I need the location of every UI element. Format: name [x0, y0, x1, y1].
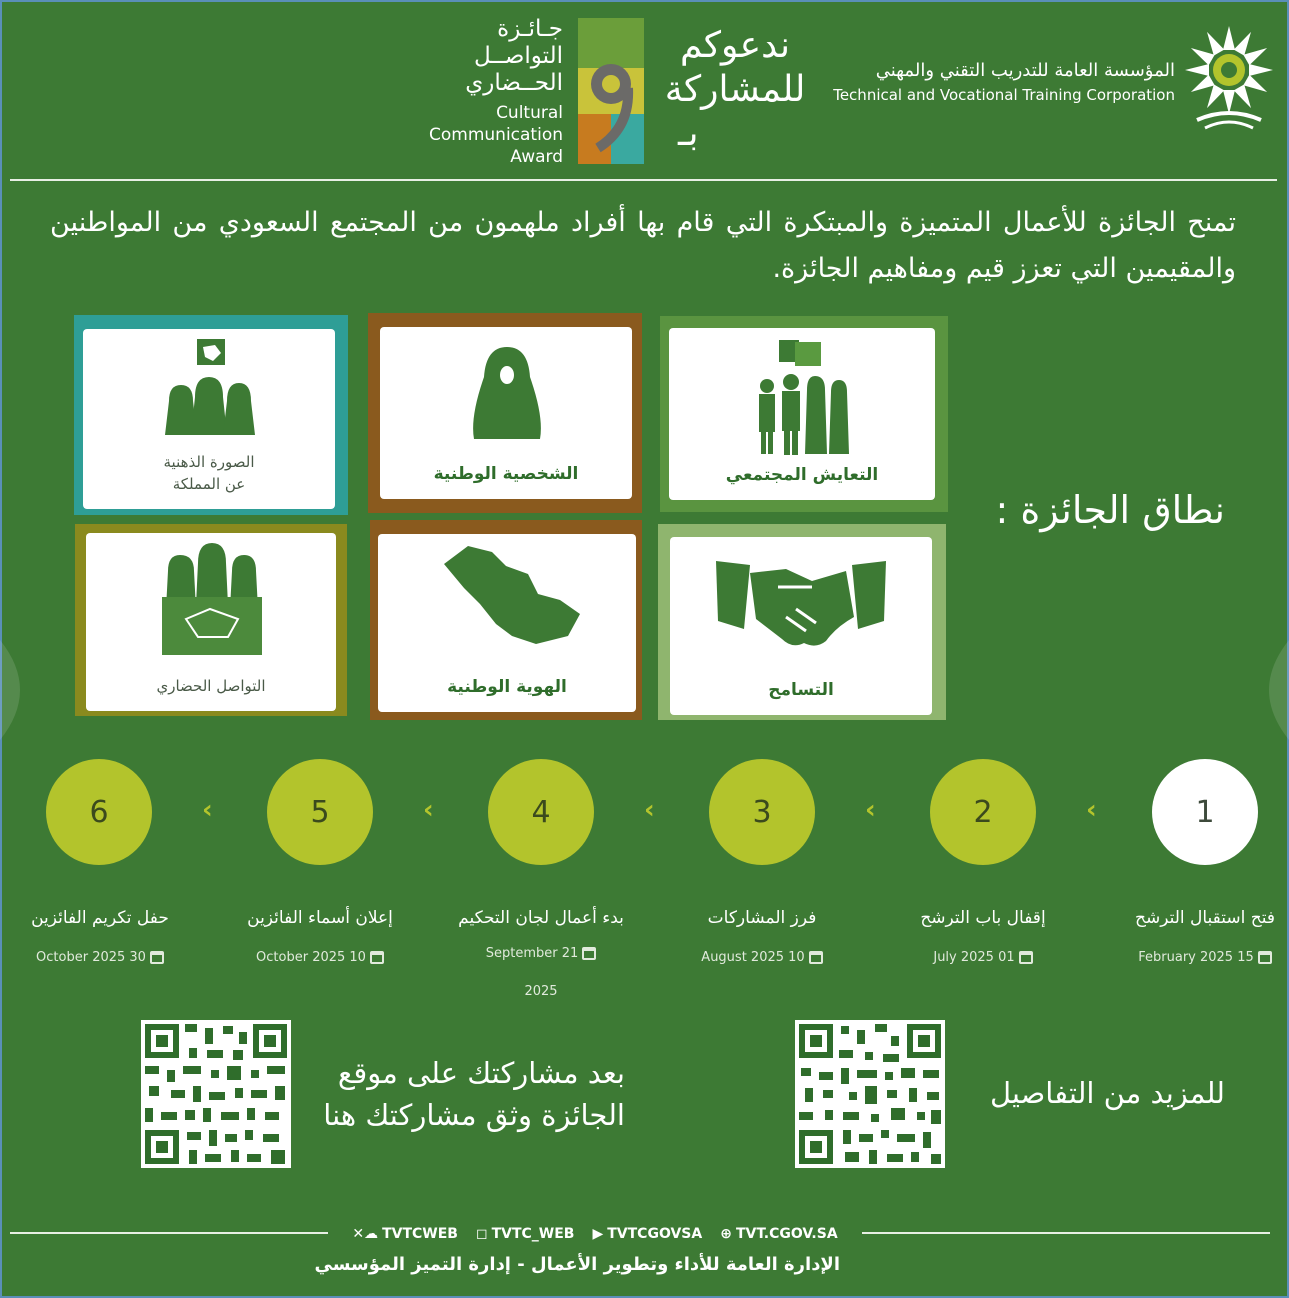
- youtube-icon: ▶: [592, 1226, 604, 1242]
- card-label: الصورة الذهنية: [163, 453, 255, 471]
- calendar-icon: [150, 951, 164, 964]
- date-text: September 21: [485, 946, 579, 961]
- scope-card-tolerance: [658, 524, 946, 720]
- award-logo-icon: [578, 18, 644, 164]
- invite-line: للمشاركة: [664, 69, 806, 110]
- timeline-step-3: 3: [709, 759, 815, 865]
- timeline-label: بدء أعمال لجان التحكيم: [458, 908, 624, 928]
- timeline-step-5: 5: [267, 759, 373, 865]
- timeline-year: 2025: [524, 984, 558, 999]
- scope-card-national-personality: [368, 313, 642, 513]
- invite-text: [660, 24, 810, 156]
- award-en-line: Award: [510, 147, 563, 167]
- social-youtube[interactable]: [592, 1226, 702, 1242]
- leaf-decoration-icon: [1249, 640, 1289, 740]
- timeline-date: [883, 950, 1083, 965]
- timeline-date: [220, 950, 420, 965]
- qr-code-verify-icon[interactable]: [141, 1020, 291, 1168]
- footer-department: الإدارة العامة للأداء وتطوير الأعمال - إدارة التميز المؤسسي: [314, 1254, 840, 1275]
- card-label: الشخصية الوطنية: [433, 464, 579, 484]
- divider: [862, 1232, 1270, 1234]
- card-label: عن المملكة: [172, 475, 246, 493]
- kingdom-image-icon: [163, 339, 259, 439]
- org-name-arabic: المؤسسة العامة للتدريب التقني والمهني: [875, 60, 1175, 81]
- tvtc-logo-icon: [1183, 22, 1275, 132]
- award-ar-line: التواصــل: [473, 43, 563, 69]
- social-instagram[interactable]: [476, 1226, 575, 1242]
- person-icon: [470, 347, 544, 439]
- qr-details-text: للمزيد من التفاصيل: [989, 1076, 1225, 1110]
- card-label: التواصل الحضاري: [156, 677, 266, 695]
- scope-card-kingdom-image: [74, 315, 348, 515]
- date-text: July 2025 01: [933, 950, 1015, 965]
- communication-icon: [162, 537, 262, 655]
- timeline-label: فتح استقبال الترشح: [1134, 908, 1276, 928]
- intro-text: تمنح الجائزة للأعمال المتميزة والمبتكرة التي قام بها أفراد ملهمون من المجتمع السعودي من المواطنين والمقيمين التي تعزز قيم ومفاهيم الجائزة.: [50, 207, 1236, 284]
- award-en-line: Cultural: [496, 103, 563, 123]
- calendar-icon: [370, 951, 384, 964]
- globe-icon: ⊕: [720, 1226, 732, 1242]
- timeline-step-4: 4: [488, 759, 594, 865]
- timeline-label: إقفال باب الترشح: [920, 908, 1046, 928]
- card-label: التعايش المجتمعي: [725, 465, 879, 485]
- x-snapchat-icon: ✕☁: [352, 1226, 379, 1242]
- social-handle: TVTC_WEB: [491, 1226, 575, 1242]
- award-en-line: Communication: [429, 125, 563, 145]
- timeline-label: فرز المشاركات: [707, 908, 817, 928]
- timeline-date: [662, 950, 862, 965]
- divider: [10, 179, 1277, 181]
- chevron-left-icon: ‹: [865, 795, 876, 825]
- timeline-step-1: 1: [1152, 759, 1258, 865]
- timeline-date: [441, 946, 641, 961]
- qr-verify-line: بعد مشاركتك على موقع: [337, 1056, 625, 1090]
- header: [0, 0, 1289, 178]
- chevron-left-icon: ‹: [1086, 795, 1097, 825]
- social-handle: TVTCWEB: [382, 1226, 458, 1242]
- date-text: October 2025 30: [36, 950, 146, 965]
- leaf-decoration-icon: [0, 640, 40, 740]
- saudi-map-icon: [440, 544, 582, 646]
- date-text: February 2025 15: [1138, 950, 1254, 965]
- community-icon: [749, 340, 855, 456]
- card-label: التسامح: [768, 680, 834, 700]
- handshake-icon: [716, 557, 886, 649]
- qr-verify-text: [323, 1052, 625, 1136]
- scope-card-cultural-communication: [75, 524, 347, 716]
- timeline-label: إعلان أسماء الفائزين: [247, 908, 393, 928]
- scope-card-national-identity: [370, 520, 642, 720]
- date-text: August 2025 10: [701, 950, 805, 965]
- scope-title: نطاق الجائزة :: [995, 488, 1225, 532]
- timeline-date: [0, 950, 200, 965]
- timeline-label: حفل تكريم الفائزين: [31, 908, 169, 928]
- chevron-left-icon: ‹: [644, 795, 655, 825]
- social-links: [340, 1226, 850, 1242]
- invite-line: بـ: [678, 113, 699, 154]
- qr-verify-line: الجائزة وثق مشاركتك هنا: [323, 1098, 625, 1132]
- award-name-arabic: [465, 16, 563, 97]
- award-ar-line: الحــضاري: [465, 70, 563, 96]
- calendar-icon: [582, 947, 596, 960]
- calendar-icon: [1258, 951, 1272, 964]
- timeline-step-6: 6: [46, 759, 152, 865]
- timeline-step-2: 2: [930, 759, 1036, 865]
- qr-code-details-icon[interactable]: [795, 1020, 945, 1168]
- card-label: الهوية الوطنية: [447, 677, 567, 697]
- social-handle: TVTCGOVSA: [607, 1226, 703, 1242]
- social-website[interactable]: [720, 1226, 837, 1242]
- award-name-english: [429, 102, 563, 168]
- org-name-english: Technical and Vocational Training Corporation: [833, 86, 1175, 104]
- chevron-left-icon: ‹: [202, 795, 213, 825]
- calendar-icon: [1019, 951, 1033, 964]
- scope-card-community: [660, 316, 948, 512]
- date-text: October 2025 10: [256, 950, 366, 965]
- award-ar-line: جـائـزة: [497, 16, 563, 42]
- chevron-left-icon: ‹: [423, 795, 434, 825]
- social-x-snapchat[interactable]: [352, 1226, 458, 1242]
- invite-line: ندعوكم: [679, 25, 791, 66]
- instagram-icon: ◻: [475, 1226, 488, 1242]
- divider: [10, 1232, 328, 1234]
- calendar-icon: [809, 951, 823, 964]
- timeline-date: [1105, 950, 1289, 965]
- social-handle: TVT.CGOV.SA: [735, 1226, 838, 1242]
